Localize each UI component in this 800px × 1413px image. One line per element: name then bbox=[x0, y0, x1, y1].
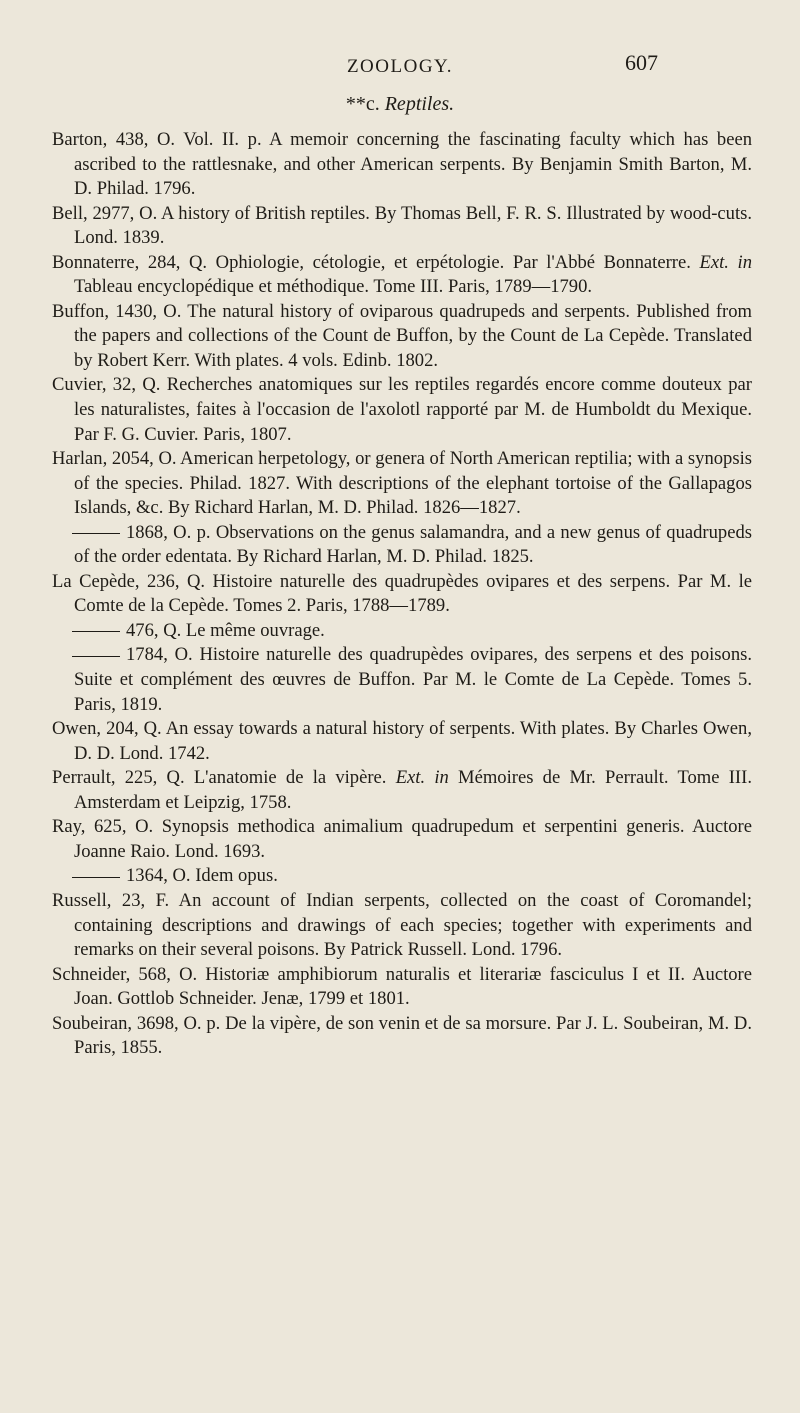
entry-text-lead: Perrault, 225, Q. L'anatomie de la vipère. bbox=[52, 767, 387, 789]
bibliography-entry bbox=[52, 128, 752, 202]
page-header bbox=[0, 50, 800, 90]
bibliography-list bbox=[52, 128, 752, 1061]
bibliography-entry bbox=[52, 251, 752, 300]
bibliography-entry bbox=[52, 815, 752, 864]
bibliography-entry bbox=[52, 373, 752, 447]
entry-text: Barton, 438, O. Vol. II. p. A memoir concerning the fascinating faculty which has been ascribed to the rattlesnake, and other American serpents. By Benjamin Smith Barton, M. D. Philad. 1796. bbox=[52, 129, 752, 200]
page-number: 607 bbox=[625, 50, 658, 75]
entry-text-emphasis: Ext. in bbox=[699, 251, 752, 273]
entry-text: Ray, 625, O. Synopsis methodica animalium quadrupedum et serpentini generis. Auctore Joanne Raio. Lond. 1693. bbox=[52, 816, 752, 862]
bibliography-entry bbox=[52, 717, 752, 766]
running-title: ZOOLOGY. bbox=[346, 56, 454, 77]
entry-text: Harlan, 2054, O. American herpetology, or genera of North American reptilia; with a synopsis of the species. Philad. 1827. With descriptions of the elephant tortoise of the Gallapagos Islands, &c. By Richard Harlan, M. D. Philad. 1826—1827. bbox=[52, 448, 752, 519]
entry-text: Bell, 2977, O. A history of British reptiles. By Thomas Bell, F. R. S. Illustrated by wood-cuts. Lond. 1839. bbox=[52, 202, 752, 249]
bibliography-entry bbox=[52, 864, 752, 889]
entry-text-emphasis: Ext. in bbox=[395, 767, 449, 789]
bibliography-entry bbox=[52, 570, 752, 619]
entry-text: La Cepède, 236, Q. Histoire naturelle des quadrupèdes ovipares et des serpens. Par M. le Comte de la Cepède. Tomes 2. Paris, 1788—1789. bbox=[52, 570, 752, 617]
ditto-dash bbox=[72, 877, 120, 878]
ditto-dash bbox=[72, 656, 120, 657]
bibliography-entry bbox=[52, 889, 752, 963]
section-title: Reptiles. bbox=[384, 93, 455, 115]
entry-text-rest: Mémoires de Mr. Perrault. Tome III. Amsterdam et Leipzig, 1758. bbox=[74, 767, 752, 813]
bibliography-entry bbox=[52, 766, 752, 815]
entry-text: Buffon, 1430, O. The natural history of oviparous quadrupeds and serpents. Published from the papers and collections of the Count de Buffon, by the Count de La Cepède. Translated by Robert Kerr. With plates. 4 vols. Edinb. 1802. bbox=[52, 300, 752, 371]
entry-text: Owen, 204, Q. An essay towards a natural history of serpents. With plates. By Charles Owen, D. D. Lond. 1742. bbox=[52, 718, 752, 764]
entry-text: Schneider, 568, O. Historiæ amphibiorum naturalis et literariæ fasciculus I et II. Auctore Joan. Gottlob Schneider. Jenæ, 1799 et 1801. bbox=[52, 963, 752, 1010]
entry-text-rest: Tableau encyclopédique et méthodique. Tome III. Paris, 1789—1790. bbox=[74, 276, 593, 298]
bibliography-entry bbox=[52, 300, 752, 374]
entry-text: 1784, O. Histoire naturelle des quadrupèdes ovipares, des serpens et des poisons. Suite et complément des œuvres de Buffon. Par M. le Comte de La Cepède. Tomes 5. Paris, 1819. bbox=[74, 644, 752, 715]
entry-text: Russell, 23, F. An account of Indian serpents, collected on the coast of Coromandel; containing descriptions and drawings of each species; together with experiments and remarks on their several poisons. By Patrick Russell. Lond. 1796. bbox=[52, 889, 752, 961]
bibliography-entry bbox=[52, 619, 752, 644]
ditto-dash bbox=[72, 533, 120, 534]
bibliography-entry bbox=[52, 202, 752, 251]
entry-text: Cuvier, 32, Q. Recherches anatomiques sur les reptiles regardés encore comme douteux par les naturalistes, faites à l'occasion de l'axolotl rapporté par M. de Humboldt du Mexique. Par F. G. Cuvier. Paris, 1807. bbox=[52, 374, 752, 445]
bibliography-entry bbox=[52, 1012, 752, 1061]
entry-text: Soubeiran, 3698, O. p. De la vipère, de son venin et de sa morsure. Par J. L. Soubeiran, M. D. Paris, 1855. bbox=[52, 1012, 752, 1059]
section-heading bbox=[0, 93, 800, 116]
section-marker: **c. bbox=[345, 93, 380, 115]
ditto-dash bbox=[72, 631, 120, 632]
bibliography-entry bbox=[52, 521, 752, 570]
bibliography-entry bbox=[52, 963, 752, 1012]
bibliography-entry bbox=[52, 643, 752, 717]
entry-text: 1364, O. Idem opus. bbox=[126, 865, 278, 887]
entry-text-lead: Bonnaterre, 284, Q. Ophiologie, cétologie, et erpétologie. Par l'Abbé Bonnaterre. bbox=[52, 251, 691, 273]
entry-text: 1868, O. p. Observations on the genus salamandra, and a new genus of quadrupeds of the order edentata. By Richard Harlan, M. D. Philad. 1825. bbox=[74, 521, 752, 568]
bibliography-entry bbox=[52, 447, 752, 521]
entry-text: 476, Q. Le même ouvrage. bbox=[126, 619, 325, 641]
